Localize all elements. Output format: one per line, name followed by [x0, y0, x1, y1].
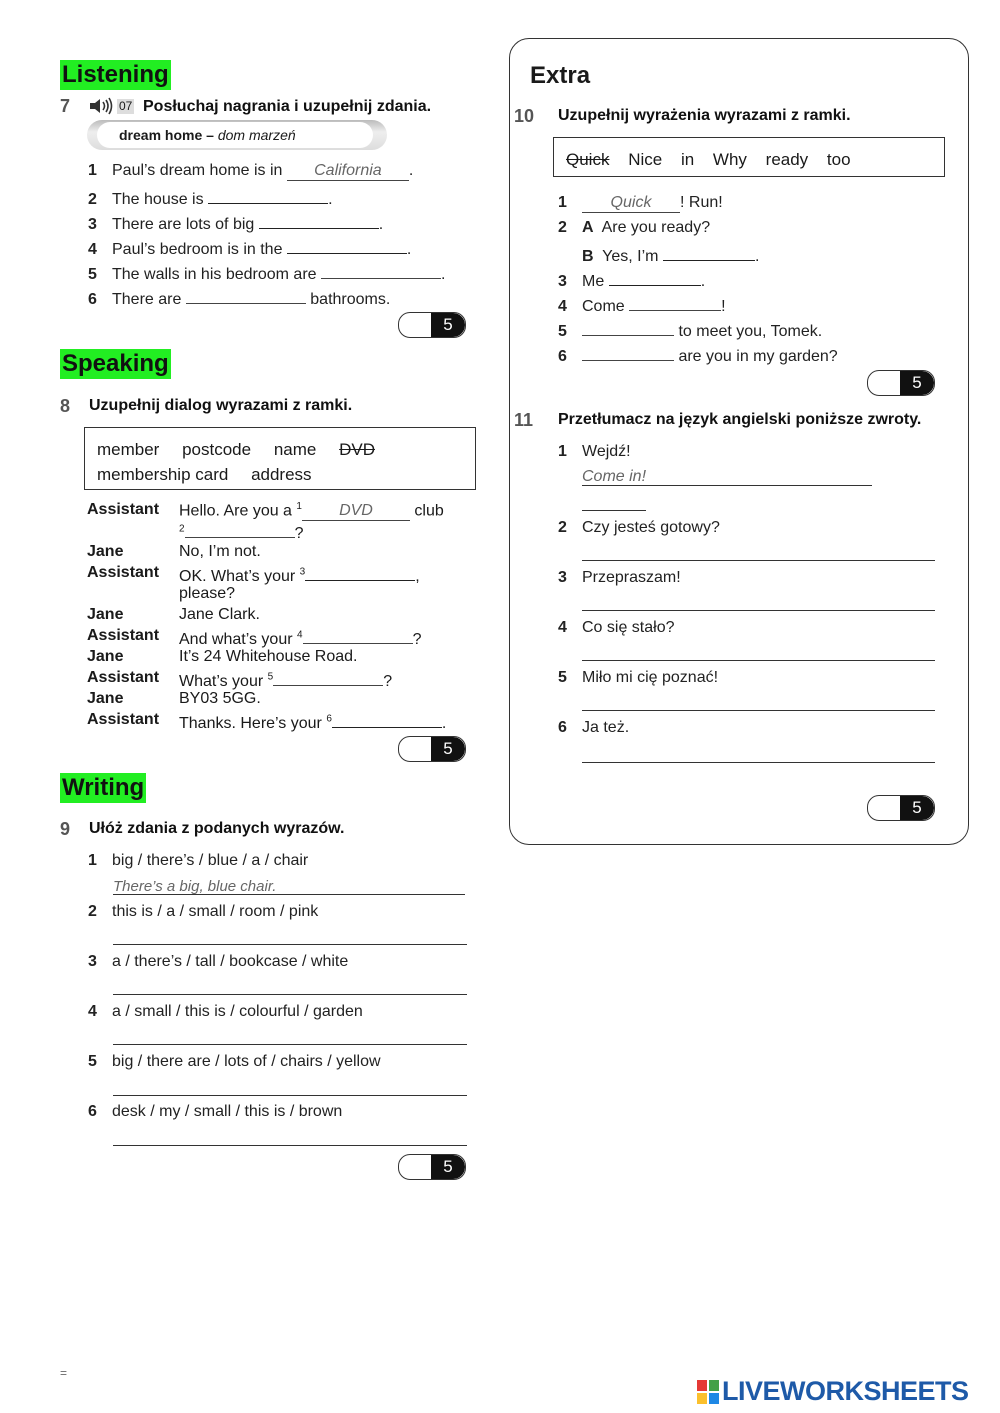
- exercise-number-8: 8: [60, 396, 71, 416]
- dialog-line-6: Jane Clark.: [179, 606, 260, 623]
- writing-item-2: 2 this is / a / small / room / pink: [88, 903, 319, 920]
- speaker: Jane: [87, 690, 124, 707]
- speaker: Jane: [87, 648, 124, 665]
- dialog-line-1: Hello. Are you a $^1$ DVD club: [179, 501, 444, 520]
- extra-heading: Extra: [530, 62, 591, 89]
- example-answer: There’s a big, blue chair.: [113, 878, 277, 895]
- answer-line[interactable]: [582, 710, 935, 711]
- score-badge: 5: [867, 370, 935, 396]
- word-membership-card: membership card: [97, 465, 229, 484]
- extra11-instruction: Przetłumacz na język angielski poniższe zwroty.: [558, 411, 922, 428]
- answer-line[interactable]: [113, 994, 467, 995]
- footer-mark: =: [60, 1366, 68, 1380]
- score-badge: 5: [398, 1154, 466, 1180]
- listening-heading: Listening: [62, 61, 169, 88]
- writing-item-6: 6 desk / my / small / this is / brown: [88, 1103, 343, 1120]
- glossary-pill: [87, 120, 387, 150]
- answer-field[interactable]: California: [287, 162, 409, 181]
- word-quick: Quick: [566, 150, 610, 169]
- answer-line[interactable]: [113, 1145, 467, 1146]
- dialog-line-2: $^2$ ?: [179, 521, 303, 543]
- answer-field[interactable]: [629, 294, 721, 311]
- extra10-item-2: 2 A Are you ready?: [558, 219, 711, 236]
- listening-instruction: Posłuchaj nagrania i uzupełnij zdania.: [143, 98, 432, 115]
- answer-line[interactable]: [113, 1095, 467, 1096]
- dialog-line-10: BY03 5GG.: [179, 690, 261, 707]
- speaker: Assistant: [87, 564, 160, 581]
- answer-field[interactable]: [185, 521, 295, 538]
- extra10-item-1: 1 Quick ! Run!: [558, 194, 723, 211]
- answer-line[interactable]: [582, 762, 935, 763]
- extra11-item-5: 5 Miło mi cię poznać!: [558, 669, 719, 686]
- answer-line[interactable]: [582, 560, 935, 561]
- extra10-item-5: 5 to meet you, Tomek.: [558, 319, 822, 341]
- listening-item-6: 6 There are bathrooms.: [88, 287, 390, 309]
- word-dvd: DVD: [339, 440, 375, 459]
- word-too: too: [826, 150, 851, 169]
- dialog-line-3: No, I’m not.: [179, 543, 261, 560]
- extra10-item-3: 3 Me .: [558, 269, 705, 291]
- writing-instruction: Ułóż zdania z podanych wyrazów.: [89, 820, 345, 837]
- dialog-line-9: What’s your $^5$ ?: [179, 669, 392, 691]
- answer-field[interactable]: [259, 212, 379, 229]
- word-ready: ready: [765, 150, 809, 169]
- glossary-translation: dom marzeń: [217, 127, 296, 143]
- liveworksheets-logo-icon: [697, 1380, 719, 1404]
- dialog-line-4: OK. What’s your $^3$ ,: [179, 564, 420, 586]
- writing-heading: Writing: [62, 774, 145, 801]
- exercise-number-11: 11: [514, 410, 534, 430]
- word-postcode: postcode: [182, 440, 252, 459]
- answer-line[interactable]: [582, 610, 935, 611]
- answer-field[interactable]: [287, 237, 407, 254]
- speaker: Assistant: [87, 711, 160, 728]
- word-address: address: [251, 465, 312, 484]
- speaker: Assistant: [87, 501, 160, 518]
- extra11-item-2: 2 Czy jesteś gotowy?: [558, 519, 720, 536]
- speaker: Assistant: [87, 627, 160, 644]
- exercise-number-10: 10: [514, 106, 535, 126]
- answer-line[interactable]: [582, 660, 935, 661]
- extra10-item-2b: B Yes, I’m .: [582, 244, 759, 266]
- extra10-instruction: Uzupełnij wyrażenia wyrazami z ramki.: [558, 107, 851, 124]
- word-why: Why: [712, 150, 747, 169]
- speaker: Assistant: [87, 669, 160, 686]
- answer-line[interactable]: [582, 485, 872, 486]
- answer-field[interactable]: Quick: [582, 194, 680, 213]
- answer-field[interactable]: [305, 564, 415, 581]
- writing-item-4: 4 a / small / this is / colourful / garden: [88, 1003, 363, 1020]
- listening-item-3: 3 There are lots of big .: [88, 212, 383, 234]
- track-number: 07: [119, 99, 133, 113]
- dialog-line-11: Thanks. Here’s your $^6$ .: [179, 711, 446, 733]
- writing-item-3: 3 a / there’s / tall / bookcase / white: [88, 953, 349, 970]
- answer-field[interactable]: DVD: [302, 502, 410, 521]
- extra11-item-6: 6 Ja też.: [558, 719, 630, 736]
- answer-line[interactable]: [113, 894, 465, 895]
- writing-item-1: 1 big / there’s / blue / a / chair: [88, 852, 309, 869]
- word-box: [84, 427, 476, 490]
- answer-field[interactable]: [186, 287, 306, 304]
- exercise-number-9: 9: [60, 819, 71, 839]
- score-badge: 5: [398, 312, 466, 338]
- answer-field[interactable]: [663, 244, 755, 261]
- extra11-item-3: 3 Przepraszam!: [558, 569, 681, 586]
- liveworksheets-logo: LIVEWORKSHEETS: [722, 1376, 969, 1406]
- answer-line[interactable]: [113, 944, 467, 945]
- speaker: Jane: [87, 543, 124, 560]
- answer-field[interactable]: [273, 669, 383, 686]
- answer-field[interactable]: [582, 319, 674, 336]
- answer-field[interactable]: [208, 187, 328, 204]
- score-badge: 5: [398, 736, 466, 762]
- word-nice: Nice: [628, 150, 663, 169]
- answer-line[interactable]: [113, 1044, 467, 1045]
- answer-line[interactable]: [582, 510, 646, 511]
- listening-item-4: 4 Paul’s bedroom is in the .: [88, 237, 411, 259]
- word-member: member: [97, 440, 160, 459]
- speaking-instruction: Uzupełnij dialog wyrazami z ramki.: [89, 397, 353, 414]
- audio-icon[interactable]: [88, 97, 116, 120]
- word-in: in: [680, 150, 695, 169]
- score-badge: 5: [867, 795, 935, 821]
- listening-item-2: 2 The house is .: [88, 187, 333, 209]
- exercise-number-7: 7: [60, 96, 71, 116]
- dialog-line-7: And what’s your $^4$ ?: [179, 627, 421, 649]
- answer-field[interactable]: [303, 627, 413, 644]
- listening-item-1: 1 Paul’s dream home is in California .: [88, 162, 414, 179]
- dialog-line-8: It’s 24 Whitehouse Road.: [179, 648, 358, 665]
- glossary-term: dream home –: [119, 127, 214, 143]
- word-name: name: [273, 440, 317, 459]
- answer-field[interactable]: [609, 269, 701, 286]
- extra11-item-1: 1 Wejdź!: [558, 443, 631, 460]
- example-answer: Come in!: [582, 468, 647, 485]
- listening-item-5: 5 The walls in his bedroom are .: [88, 262, 445, 284]
- extra10-item-6: 6 are you in my garden?: [558, 344, 838, 366]
- answer-field[interactable]: [332, 711, 442, 728]
- writing-item-5: 5 big / there are / lots of / chairs / yellow: [88, 1053, 381, 1070]
- answer-field[interactable]: [582, 344, 674, 361]
- extra11-item-4: 4 Co się stało?: [558, 619, 675, 636]
- dialog-line-5: please?: [179, 585, 236, 602]
- speaking-heading: Speaking: [62, 350, 169, 377]
- word-box: [553, 137, 945, 177]
- answer-field[interactable]: [321, 262, 441, 279]
- speaker: Jane: [87, 606, 124, 623]
- extra10-item-4: 4 Come !: [558, 294, 726, 316]
